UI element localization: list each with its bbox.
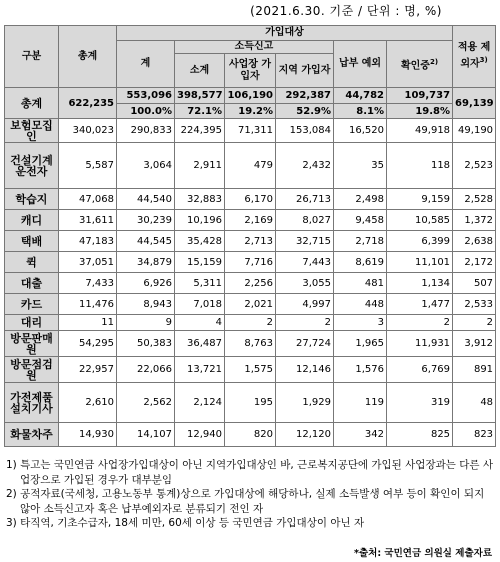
table-cell: 2 (387, 315, 453, 331)
table-cell: 481 (334, 273, 387, 294)
table-cell: 118 (387, 143, 453, 189)
table-cell: 2,528 (453, 189, 496, 210)
table-cell: 13,721 (175, 357, 225, 383)
row-name: 화물차주 (5, 423, 59, 447)
table-cell: 823 (453, 423, 496, 447)
table-row (5, 357, 496, 383)
footnotes (6, 458, 494, 531)
table-cell: 2,498 (334, 189, 387, 210)
table-cell: 2 (453, 315, 496, 331)
table-cell: 9 (117, 315, 175, 331)
table-cell: 2,562 (117, 383, 175, 423)
table-cell: 507 (453, 273, 496, 294)
table-cell: 224,395 (175, 119, 225, 143)
table-cell: 1,372 (453, 210, 496, 231)
table-cell: 16,520 (334, 119, 387, 143)
table-cell: 6,926 (117, 273, 175, 294)
row-name: 대리 (5, 315, 59, 331)
total-workplace-percent: 19.2% (225, 104, 276, 119)
table-cell: 54,295 (59, 331, 117, 357)
table-cell: 2,610 (59, 383, 117, 423)
table-row (5, 252, 496, 273)
table-cell: 825 (387, 423, 453, 447)
table-cell: 2 (276, 315, 334, 331)
table-cell: 12,940 (175, 423, 225, 447)
table-cell: 15,159 (175, 252, 225, 273)
table-cell: 49,918 (387, 119, 453, 143)
row-name: 카드 (5, 294, 59, 315)
row-name: 캐디 (5, 210, 59, 231)
header-income-report: 소득신고 (175, 41, 334, 54)
table-cell: 2,432 (276, 143, 334, 189)
table-cell: 10,196 (175, 210, 225, 231)
row-name: 대출 (5, 273, 59, 294)
table-cell: 1,965 (334, 331, 387, 357)
row-name: 건설기계운전자 (5, 143, 59, 189)
table-cell: 2,169 (225, 210, 276, 231)
table-cell: 31,611 (59, 210, 117, 231)
table-cell: 3,055 (276, 273, 334, 294)
table-cell: 8,619 (334, 252, 387, 273)
table-cell: 30,239 (117, 210, 175, 231)
table-cell: 5,587 (59, 143, 117, 189)
header-subtotal: 소계 (175, 54, 225, 88)
table-cell: 8,763 (225, 331, 276, 357)
table-cell: 290,833 (117, 119, 175, 143)
table-cell: 37,051 (59, 252, 117, 273)
header-excluded: 적용 제외자$^{3)}$ (453, 26, 496, 88)
total-confirming: 109,737 (387, 88, 453, 104)
table-cell: 153,084 (276, 119, 334, 143)
row-name: 퀵 (5, 252, 59, 273)
total-payment-exception: 44,782 (334, 88, 387, 104)
table-row (5, 189, 496, 210)
table-cell: 7,443 (276, 252, 334, 273)
table-cell: 3,064 (117, 143, 175, 189)
header-covered-group: 가입대상 (117, 26, 453, 41)
header-total: 총계 (59, 26, 117, 88)
table-cell: 2,718 (334, 231, 387, 252)
table-cell: 3 (334, 315, 387, 331)
table-cell: 9,159 (387, 189, 453, 210)
total-confirming-percent: 19.8% (387, 104, 453, 119)
table-cell: 8,943 (117, 294, 175, 315)
table-cell: 14,930 (59, 423, 117, 447)
total-regional-percent: 52.9% (276, 104, 334, 119)
table-cell: 9,458 (334, 210, 387, 231)
table-cell: 35 (334, 143, 387, 189)
table-cell: 1,576 (334, 357, 387, 383)
header-workplace: 사업장 가입자 (225, 54, 276, 88)
table-cell: 47,068 (59, 189, 117, 210)
table-cell: 10,585 (387, 210, 453, 231)
table-cell: 6,170 (225, 189, 276, 210)
table-cell: 14,107 (117, 423, 175, 447)
table-cell: 7,716 (225, 252, 276, 273)
footnote-1: 1) 특고는 국민연금 사업장가입대상이 아닌 지역가입대상인 바, 근로복지공단에 가입된 사업장과는 다른 사업장으로 가입된 경우가 대부분임 (6, 459, 493, 486)
table-cell: 448 (334, 294, 387, 315)
table-row (5, 315, 496, 331)
table-cell: 820 (225, 423, 276, 447)
table-cell: 27,724 (276, 331, 334, 357)
header-sum: 계 (117, 41, 175, 88)
table-cell: 36,487 (175, 331, 225, 357)
table-row (5, 331, 496, 357)
table-cell: 22,066 (117, 357, 175, 383)
row-name: 택배 (5, 231, 59, 252)
table-cell: 71,311 (225, 119, 276, 143)
table-cell: 12,120 (276, 423, 334, 447)
total-payment-exception-percent: 8.1% (334, 104, 387, 119)
table-cell: 1,929 (276, 383, 334, 423)
table-cell: 26,713 (276, 189, 334, 210)
table-row (5, 143, 496, 189)
table-cell: 11,476 (59, 294, 117, 315)
table-cell: 2,021 (225, 294, 276, 315)
table-cell: 6,399 (387, 231, 453, 252)
total-row-total: 622,235 (59, 88, 117, 119)
table-cell: 47,183 (59, 231, 117, 252)
table-cell: 8,027 (276, 210, 334, 231)
table-cell: 2,256 (225, 273, 276, 294)
table-cell: 12,146 (276, 357, 334, 383)
table-row (5, 423, 496, 447)
table-cell: 34,879 (117, 252, 175, 273)
source-note: *출처: 국민연금 의원실 제출자료 (354, 548, 492, 559)
total-subtotal-percent: 72.1% (175, 104, 225, 119)
table-cell: 2 (225, 315, 276, 331)
table-cell: 7,433 (59, 273, 117, 294)
table-cell: 1,477 (387, 294, 453, 315)
table-cell: 2,533 (453, 294, 496, 315)
row-name: 학습지 (5, 189, 59, 210)
statistics-table (4, 25, 496, 447)
table-cell: 891 (453, 357, 496, 383)
table-cell: 32,715 (276, 231, 334, 252)
table-cell: 11,931 (387, 331, 453, 357)
header-confirming: 확인중$^{2)}$ (387, 41, 453, 88)
table-cell: 319 (387, 383, 453, 423)
header-payment-exception: 납부 예외 (334, 41, 387, 88)
table-cell: 32,883 (175, 189, 225, 210)
row-name: 보험모집인 (5, 119, 59, 143)
table-cell: 2,911 (175, 143, 225, 189)
table-cell: 4,997 (276, 294, 334, 315)
footnote-2: 2) 공적자료(국세청, 고용노동부 통계)상으로 가입대상에 해당하나, 실제 소득발생 여부 등이 확인이 되지 않아 소득신고자 혹은 납부예외자로 분류되기 전인 자 (6, 488, 485, 515)
table-row (5, 294, 496, 315)
table-cell: 3,912 (453, 331, 496, 357)
table-cell: 6,769 (387, 357, 453, 383)
table-cell: 340,023 (59, 119, 117, 143)
row-name: 가전제품설치기사 (5, 383, 59, 423)
total-workplace: 106,190 (225, 88, 276, 104)
table-cell: 2,523 (453, 143, 496, 189)
total-sum-percent: 100.0% (117, 104, 175, 119)
table-cell: 119 (334, 383, 387, 423)
table-cell: 342 (334, 423, 387, 447)
table-cell: 11,101 (387, 252, 453, 273)
total-excluded: 69,139 (453, 88, 496, 119)
header-category: 구분 (5, 26, 59, 88)
table-cell: 44,540 (117, 189, 175, 210)
table-row (5, 210, 496, 231)
total-subtotal: 398,577 (175, 88, 225, 104)
table-cell: 35,428 (175, 231, 225, 252)
row-name: 방문점검원 (5, 357, 59, 383)
table-cell: 11 (59, 315, 117, 331)
unit-note: (2021.6.30. 기준 / 단위 : 명, %) (250, 4, 442, 18)
table-cell: 5,311 (175, 273, 225, 294)
table-cell: 22,957 (59, 357, 117, 383)
table-cell: 50,383 (117, 331, 175, 357)
table-cell: 4 (175, 315, 225, 331)
table-cell: 2,638 (453, 231, 496, 252)
total-sum: 553,096 (117, 88, 175, 104)
table-cell: 7,018 (175, 294, 225, 315)
table-cell: 1,575 (225, 357, 276, 383)
total-regional: 292,387 (276, 88, 334, 104)
table-cell: 195 (225, 383, 276, 423)
table-cell: 2,713 (225, 231, 276, 252)
table-cell: 479 (225, 143, 276, 189)
table-cell: 2,172 (453, 252, 496, 273)
total-row-name: 총계 (5, 88, 59, 119)
table-row (5, 273, 496, 294)
table-row (5, 383, 496, 423)
row-name: 방문판매원 (5, 331, 59, 357)
table-cell: 44,545 (117, 231, 175, 252)
header-regional: 지역 가입자 (276, 54, 334, 88)
table-row (5, 119, 496, 143)
table-cell: 1,134 (387, 273, 453, 294)
table-cell: 49,190 (453, 119, 496, 143)
table-row (5, 231, 496, 252)
footnote-3: 3) 타직역, 기초수급자, 18세 미만, 60세 이상 등 국민연금 가입대상이 아닌 자 (6, 517, 365, 529)
table-cell: 2,124 (175, 383, 225, 423)
table-cell: 48 (453, 383, 496, 423)
